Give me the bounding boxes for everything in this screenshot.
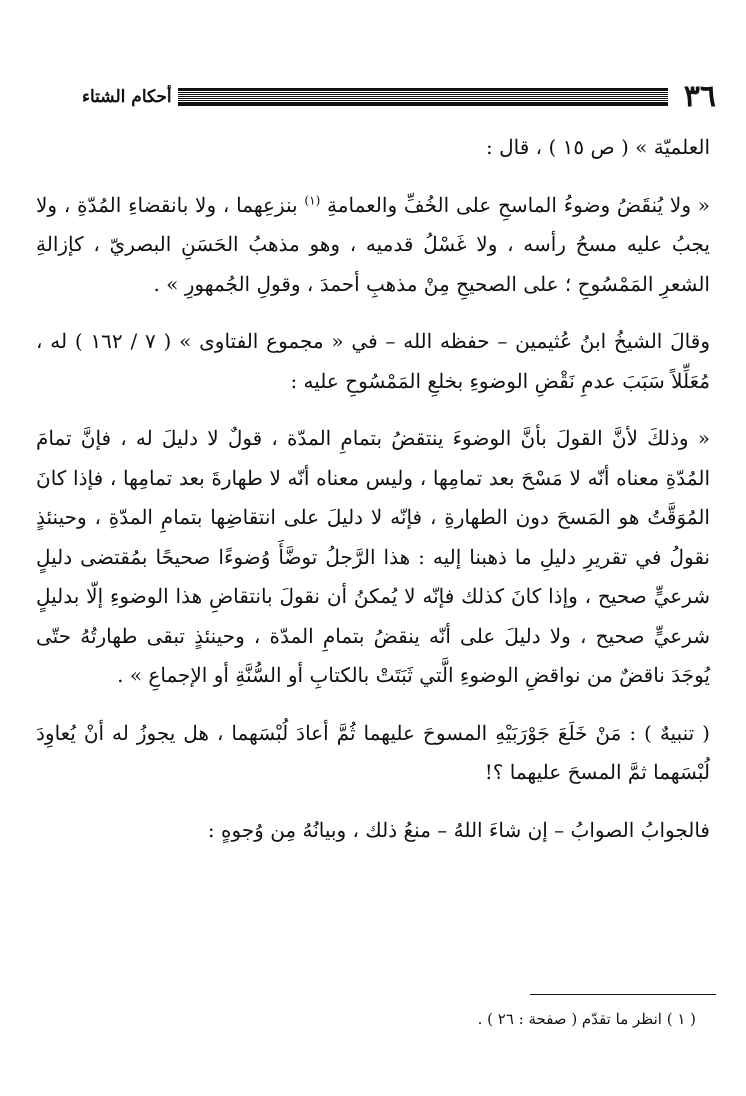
paragraph-4: « وذلكَ لأنَّ القولَ بأنَّ الوضوءَ ينتقضُ بتمامِ المدّة ، قولٌ لا دليلَ له ، فإنَّ تمامَ المُدّةِ معناه أنّه لا مَسْحَ بعد تمامِها ، وليس معناه أنّه لا طهارةَ بعد تمامِها ، فإذا كانَ المُوَقَّتُ هو المَسحَ دون الطهارةِ ، فإنّه لا دليلَ على انتقاضِها بتمامِ المدّةِ ، وحينئذٍ نقولُ في تقريرِ دليلِ ما ذهبنا إليه : هذا الرَّجلُ توضَّأَ وُضوءًا صحيحًا بمُقتضى دليلٍ شرعيٍّ صحيح ، وإذا كانَ كذلك فإنّه لا يُمكنُ أن نقولَ بانتقاضِ هذا الوضوءِ إلّا بدليلٍ شرعيٍّ صحيح ، ولا دليلَ على أنّه ينقضُ بتمامِ المدّة ، وحينئذٍ تبقى طهارتُهُ حتّى يُوجَدَ ناقضٌ من نواقضِ الوضوءِ الَّتي ثَبَتَتْ بالكتابِ أو السُّنَّةِ أو الإجماعِ » . (36, 426, 711, 687)
page-number: ٣٦ (683, 79, 716, 114)
header-rule (178, 88, 668, 106)
paragraph-5: ( تنبيهٌ ) : مَنْ خَلَعَ جَوْرَبَيْهِ المسوحَ عليهما ثُمَّ أعادَ لُبْسَهما ، هل يجوزُ له أنْ يُعاوِدَ لُبْسَهما ثمَّ المسحَ عليهما ؟! (36, 720, 710, 784)
paragraph-2-part-2: بنزعِهما ، ولا بانقضاءِ المُدّةِ ، ولا يجبُ عليه مسحُ رأسه ، ولا غَسْلُ قدميه ، وهو مذهبُ الحَسَنِ البصريّ ، كإزالةِ الشعرِ المَمْسُوحِ ؛ على الصحيحِ مِنْ مذهبِ أحمدَ ، وقولِ الجُمهورِ » . (36, 192, 710, 296)
footnote-marker: (١) (304, 192, 321, 207)
paragraph-6: فالجوابُ الصوابُ – إن شاءَ اللهُ – منعُ ذلك ، وبيانُهُ مِن وُجوهٍ : (207, 817, 710, 842)
paragraph-3: وقالَ الشيخُ ابنُ عُثيمين – حفظه الله – في « مجموع الفتاوى » ( ٧ / ١٦٢ ) له ، مُعَلِّلاً سَبَبَ عدمِ نَقْضِ الوضوءِ بخلعِ المَمْسُوحِ عليه : (36, 329, 710, 393)
paragraph-2-part-1: « ولا يُنقَضُ وضوءُ الماسحِ على الخُفِّ والعمامةِ (327, 192, 710, 217)
page-header (82, 80, 716, 114)
footnote-rule (530, 994, 716, 995)
page-body (36, 128, 710, 868)
paragraph-2 (36, 186, 710, 305)
paragraph-1: العلميّة » ( ص ١٥ ) ، قال : (486, 135, 710, 159)
running-title: أحكام الشتاء (82, 87, 172, 107)
footnote: ( ١ ) انظر ما تقدّم ( صفحة : ٢٦ ) . (477, 1010, 696, 1028)
